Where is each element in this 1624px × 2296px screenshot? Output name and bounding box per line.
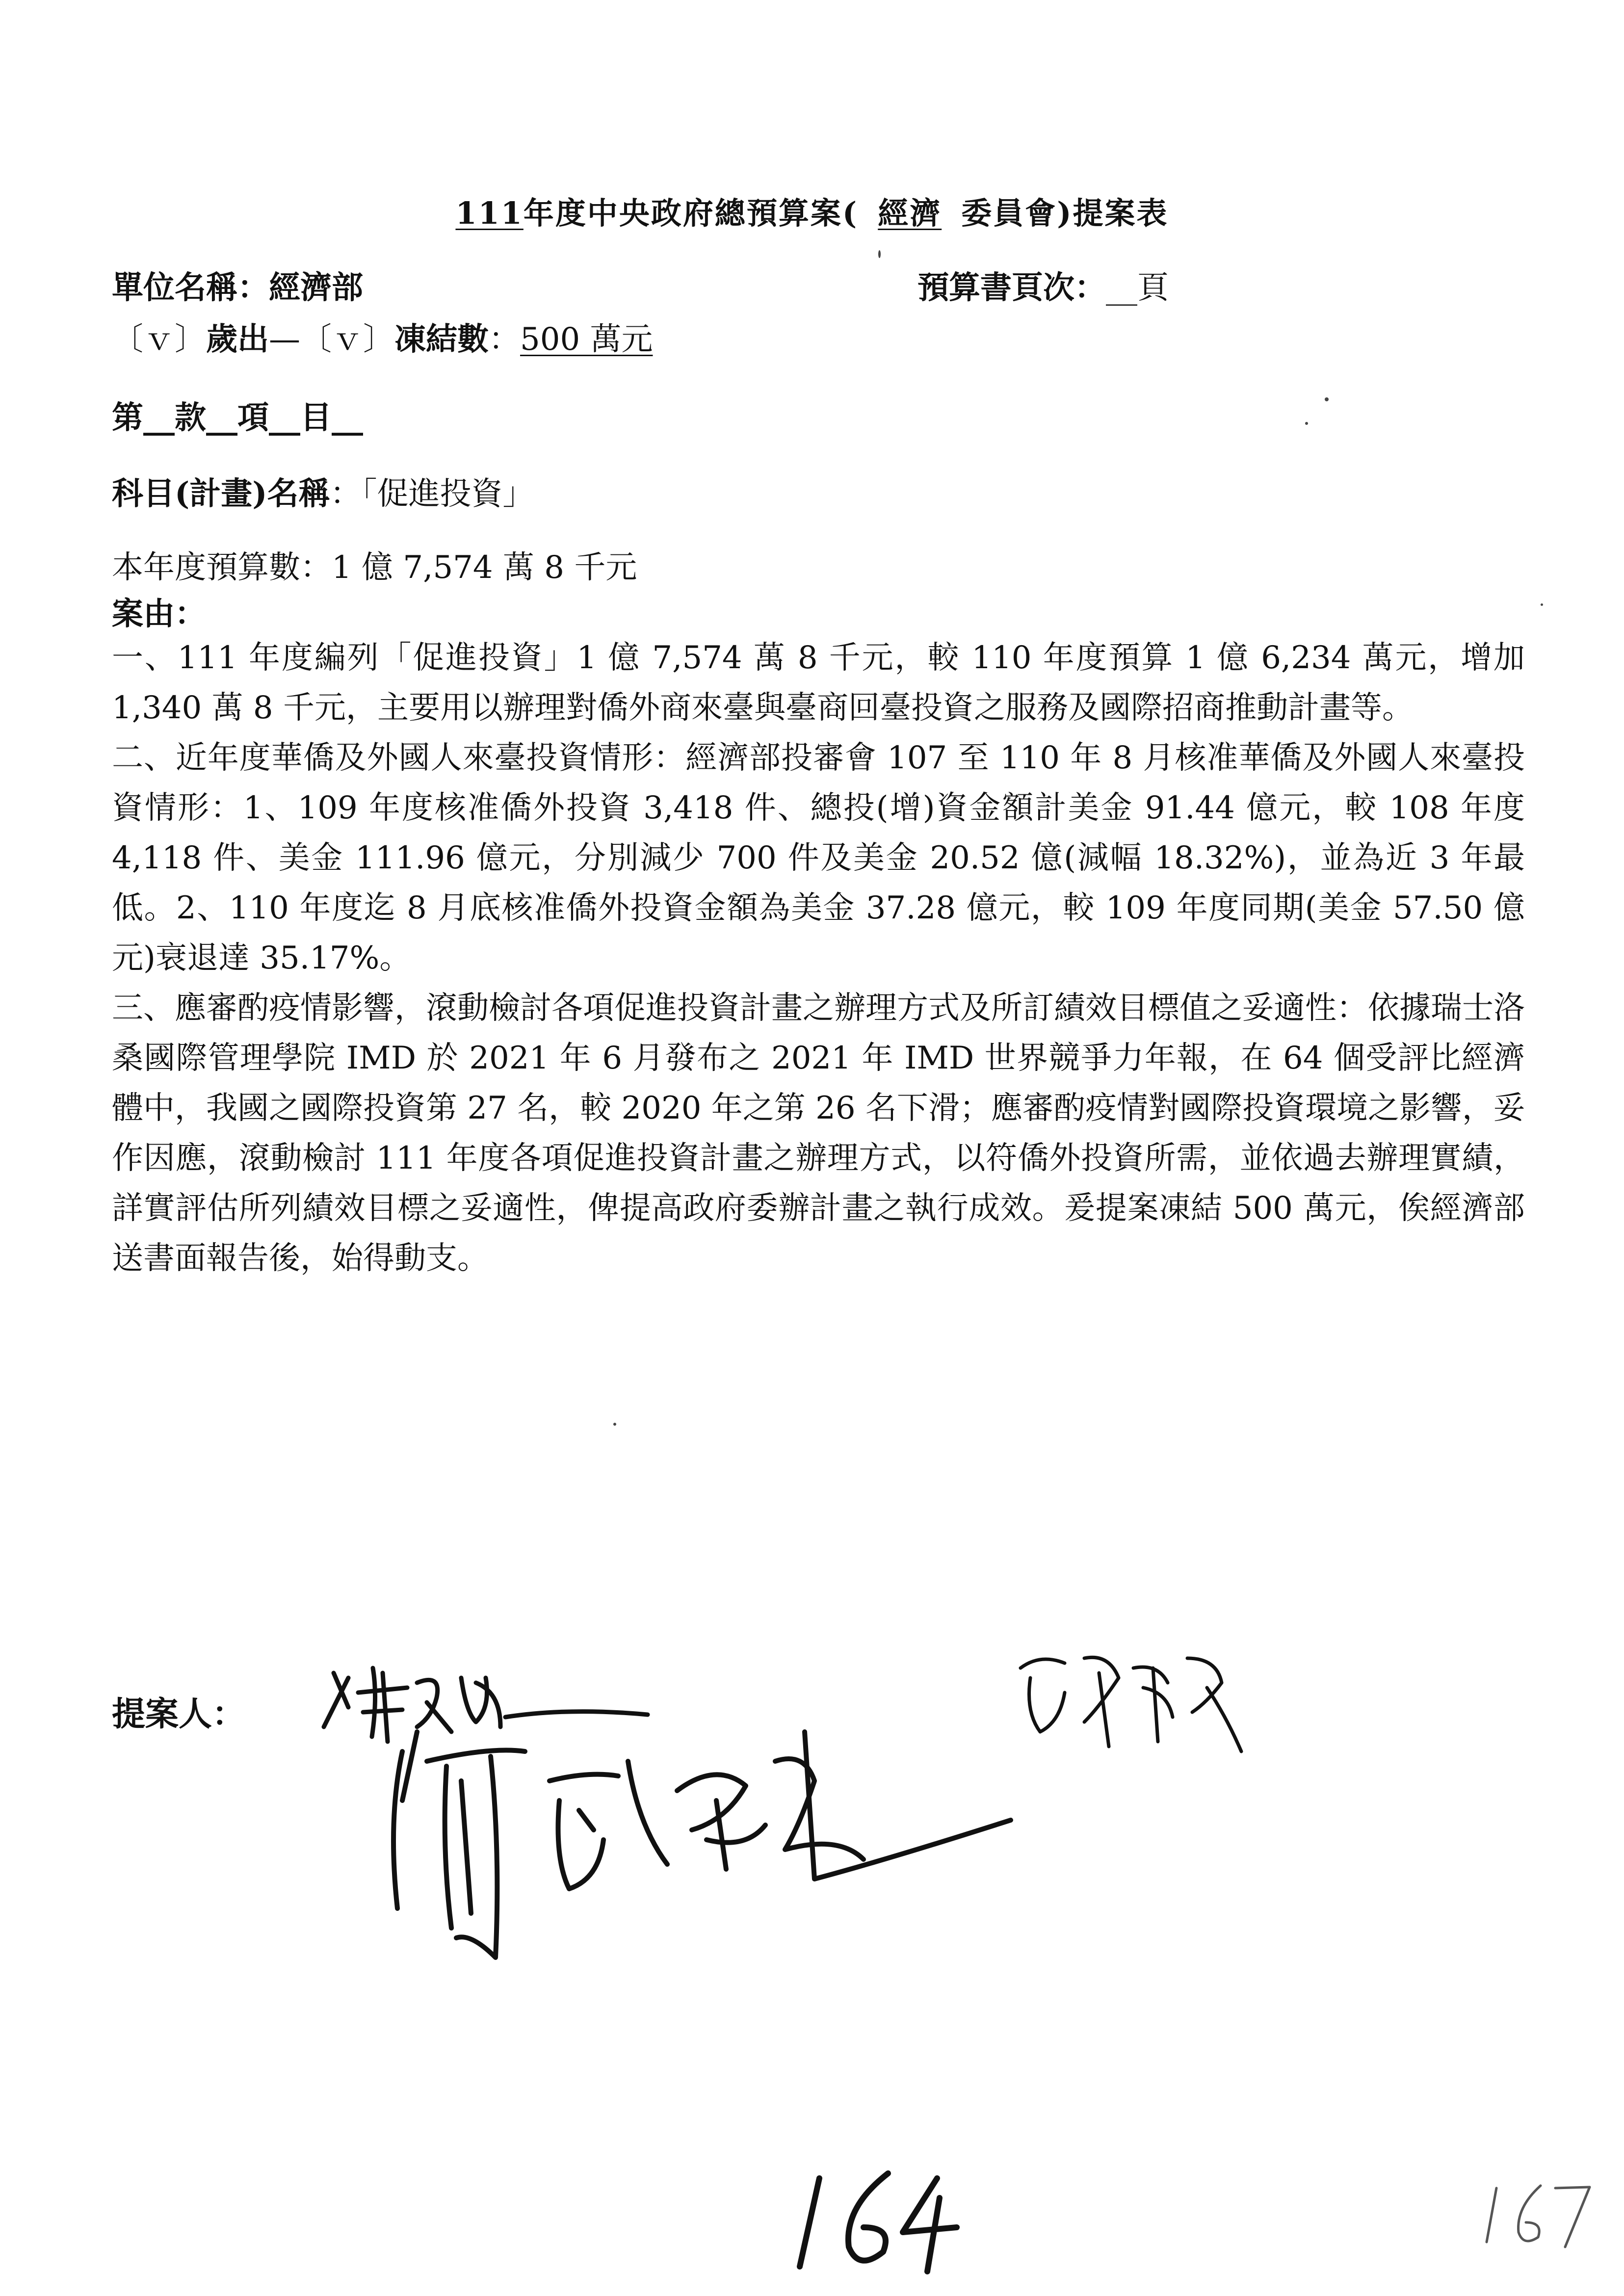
page-ref-value: __頁: [1106, 270, 1169, 306]
scan-speck: [1305, 422, 1308, 425]
budget-page-ref: [917, 262, 1169, 308]
check-freeze: 〔ｖ〕: [300, 321, 394, 358]
reason-body: [112, 633, 1525, 1283]
unit-value: 經濟部: [269, 269, 363, 306]
handwritten-page-number: [785, 2159, 962, 2276]
form-title: [0, 189, 1624, 233]
check-expenditure: 〔ｖ〕: [112, 321, 206, 358]
scan-speck: [878, 250, 881, 258]
title-year: 111: [455, 195, 524, 231]
reason-paragraph: 三、應審酌疫情影響，滾動檢討各項促進投資計畫之辦理方式及所訂績效目標值之妥適性：依據瑞士洛桑國際管理學院 IMD 於 2021 年 6 月發布之 2021 年 IMD 世界競爭力年報，在 64 個受評比經濟體中，我國之國際投資第 27 名，較 2020 年之第 26 名下滑；應審酌疫情對國際投資環境之影響，妥作因應，滾動檢討 111 年度各項促進投資計畫之辦理方式，以符僑外投資所需，並依過去辦理實績，詳實評估所列績效目標之妥適性，俾提高政府委辦計畫之執行成效。爰提案凍結 500 萬元，俟經濟部送書面報告後，始得動支。: [112, 990, 1525, 1277]
reason-label: 案由：: [112, 596, 206, 632]
scan-speck: [613, 1423, 616, 1426]
handwritten-sheet-number: [1477, 2173, 1595, 2252]
signature-2: [373, 1702, 1035, 1977]
subject-label: 科目(計畫)名稱: [112, 475, 330, 512]
title-part1: 年度中央政府總預算案(: [523, 195, 859, 231]
subject-line: [112, 469, 534, 514]
budget-amount: 本年度預算數：1 億 7,574 萬 8 千元: [112, 549, 637, 586]
title-committee: 經濟: [878, 195, 942, 231]
proposer-label: 提案人：: [112, 1695, 246, 1734]
freeze-line: [112, 314, 653, 359]
section-line: 第__款__項__目__: [112, 399, 363, 436]
title-part2: 委員會)提案表: [961, 195, 1169, 231]
scan-speck: [1541, 603, 1543, 606]
freeze-amount: 500 萬元: [520, 321, 653, 358]
expenditure-type: 歲出: [206, 321, 269, 358]
freeze-dash: —: [269, 321, 300, 358]
freeze-sep: ：: [489, 321, 520, 358]
unit-line: [112, 262, 363, 308]
unit-label: 單位名稱：: [112, 269, 269, 306]
freeze-label: 凍結數: [394, 321, 489, 358]
subject-value: ：「促進投資」: [330, 476, 534, 512]
reason-paragraph: 一、111 年度編列「促進投資」1 億 7,574 萬 8 千元，較 110 年度預算 1 億 6,234 萬元，增加 1,340 萬 8 千元，主要用以辦理對僑外商來臺與臺商回臺投資之服務及國際招商推動計畫等。: [112, 640, 1525, 726]
scan-speck: [1325, 397, 1329, 401]
signature-3: [1011, 1639, 1266, 1766]
reason-paragraph: 二、近年度華僑及外國人來臺投資情形：經濟部投審會 107 至 110 年 8 月核准華僑及外國人來臺投資情形：1、109 年度核准僑外投資 3,418 件、總投(增)資金額計美金 91.44 億元，較 108 年度 4,118 件、美金 111.96 億元，分別減少 700 件及美金 20.52 億(減幅 18.32%)，並為近 3 年最低。2、110 年度迄 8 月底核准僑外投資金額為美金 37.28 億元，較 109 年度同期(美金 57.50 億元)衰退達 35.17%。: [112, 740, 1525, 976]
page-ref-label: 預算書頁次：: [917, 269, 1106, 306]
